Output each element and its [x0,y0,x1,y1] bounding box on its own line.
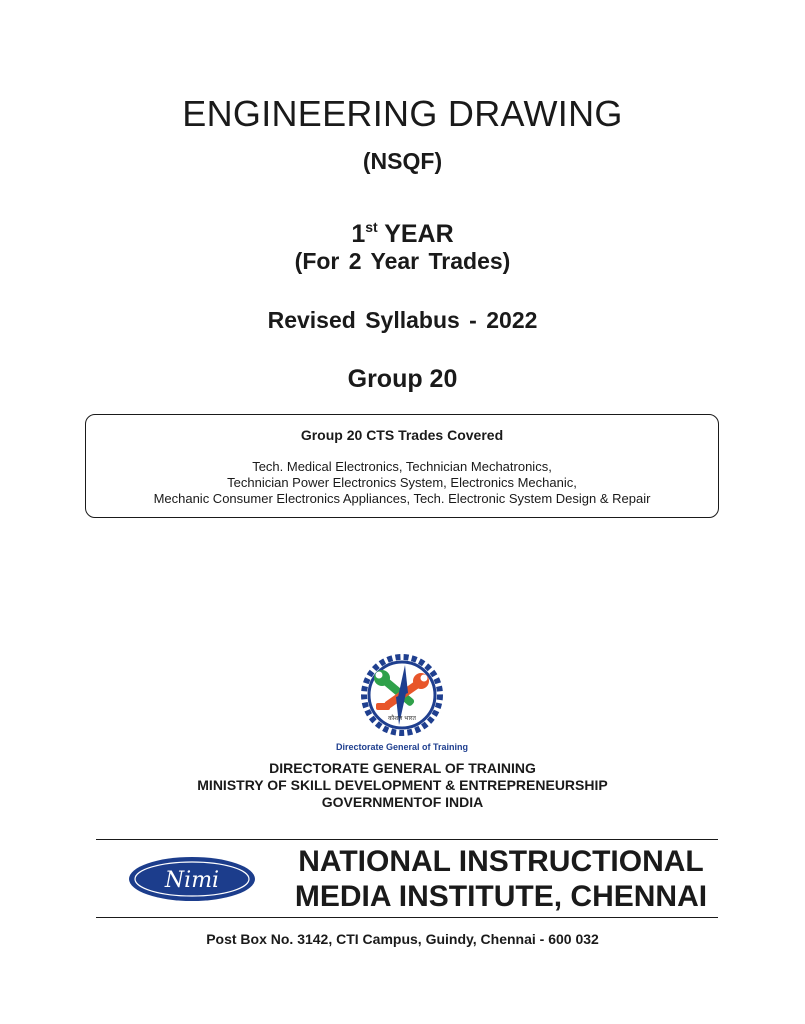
institute-name-line: MEDIA INSTITUTE, CHENNAI [294,880,708,913]
trades-line: Mechanic Consumer Electronics Appliances, Tech. Electronic System Design & Repair [153,491,651,506]
nimi-logo [128,856,256,902]
book-subtitle: (NSQF) [362,148,443,174]
dgt-caption: Directorate General of Training [335,742,469,752]
dgt-hindi-text: कौशल भारत [388,715,416,722]
year-suffix: st [365,219,378,235]
organization-block [0,760,805,811]
nimi-logo-text: Nimi [164,868,220,893]
postal-address: Post Box No. 3142, CTI Campus, Guindy, Chennai - 600 032 [206,931,599,947]
book-title: ENGINEERING DRAWING [182,93,623,134]
org-line: MINISTRY OF SKILL DEVELOPMENT & ENTREPRENEURSHIP [197,777,608,793]
group-heading: Group 20 [347,365,458,393]
trades-list [86,459,718,507]
year-number: 1 [351,220,366,248]
institute-name [286,844,716,914]
divider-bottom [96,917,718,918]
trades-covered-box [85,414,719,518]
year-heading [0,211,805,250]
divider-top [96,839,718,840]
trades-line: Technician Power Electronics System, Electronics Mechanic, [227,475,577,490]
org-line: GOVERNMENTOF INDIA [321,794,484,810]
trades-box-heading: Group 20 CTS Trades Covered [300,427,504,443]
dgt-logo [335,652,469,754]
syllabus-line: Revised Syllabus - 2022 [267,307,538,333]
trades-duration-note: (For 2 Year Trades) [294,248,511,274]
org-line: DIRECTORATE GENERAL OF TRAINING [269,760,536,776]
institute-name-line: NATIONAL INSTRUCTIONAL [298,845,704,878]
year-word: YEAR [377,220,454,248]
trades-line: Tech. Medical Electronics, Technician Mechatronics, [252,459,552,474]
